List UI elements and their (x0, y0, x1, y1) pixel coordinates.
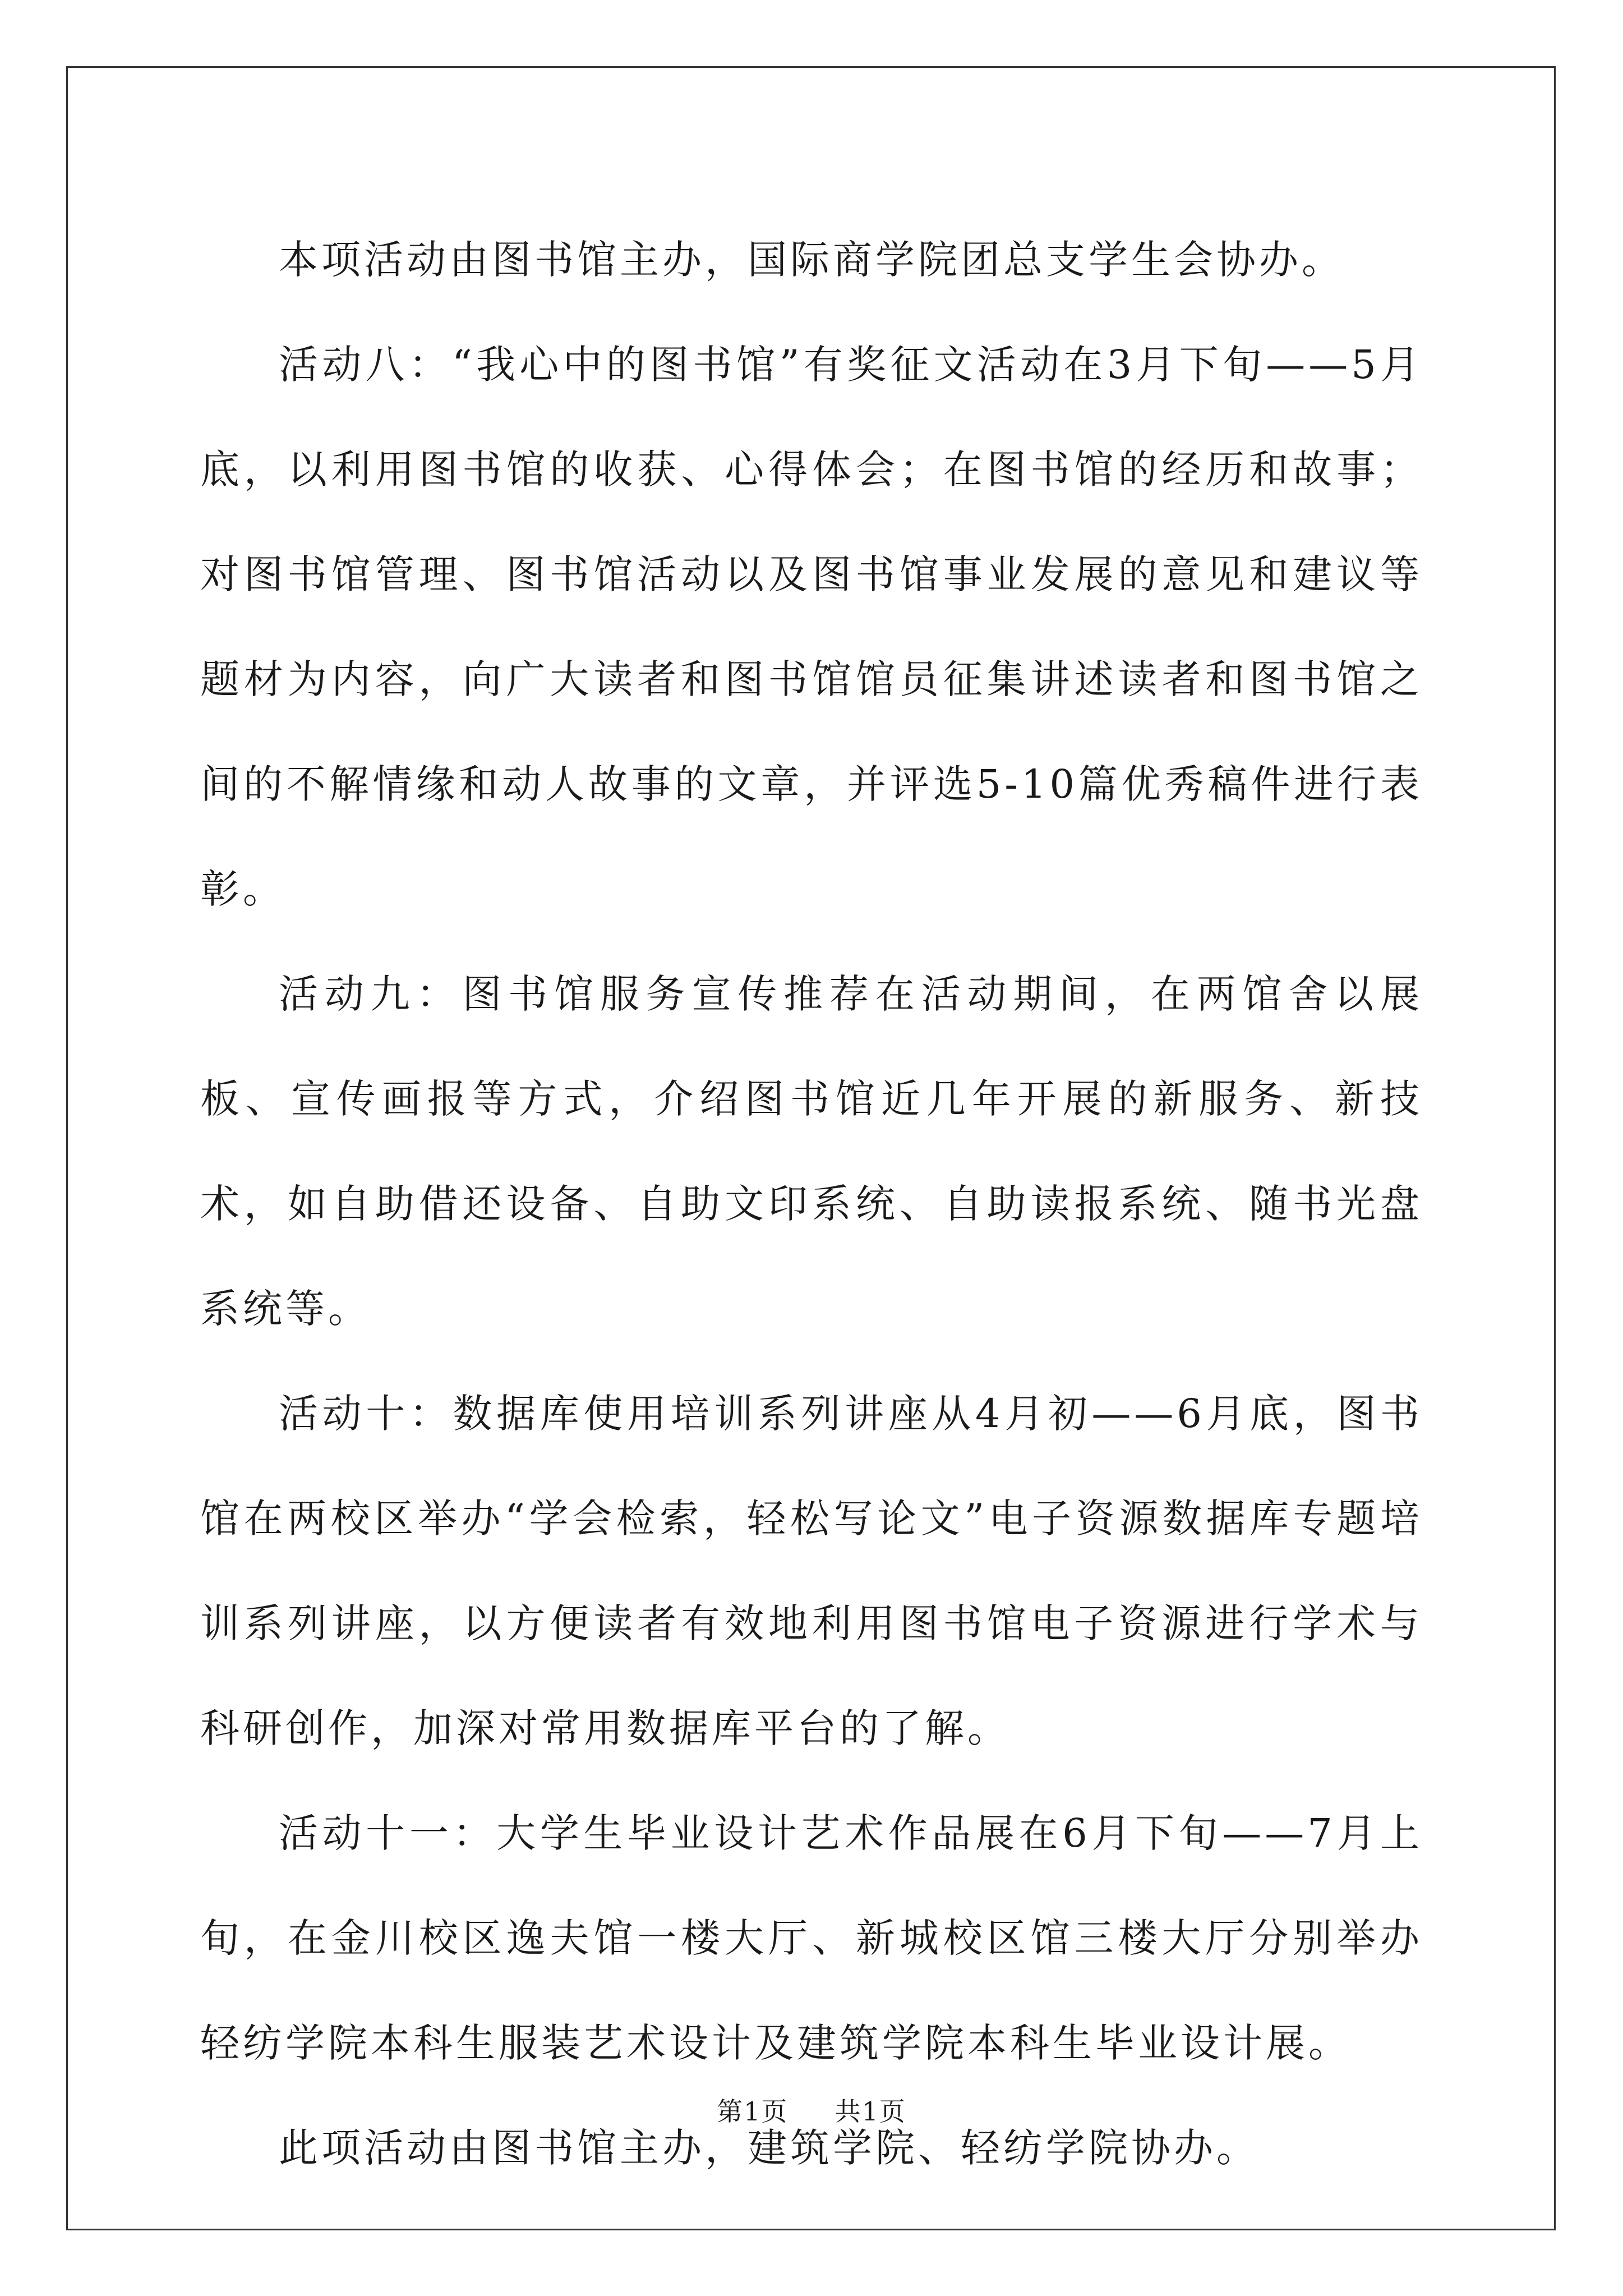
paragraph: 此项活动由图书馆主办，建筑学院、轻纺学院协办。 (279, 2125, 1259, 2171)
page-footer (0, 2091, 1623, 2128)
paragraph: 活动十一：大学生毕业设计艺术作品展在6月下旬——7月上旬，在金川校区逸夫馆一楼大厅、新城校区馆三楼大厅分别举办轻纺学院本科生服装艺术设计及建筑学院本科生毕业设计展。 (200, 1810, 1423, 2066)
page-number-total: 共1页 (834, 2096, 906, 2127)
paragraph: 活动八：“我心中的图书馆”有奖征文活动在3月下旬——5月底，以利用图书馆的收获、心得体会；在图书馆的经历和故事；对图书馆管理、图书馆活动以及图书馆事业发展的意见和建议等题材为内容，向广大读者和图书馆馆员征集讲述读者和图书馆之间的不解情缘和动人故事的文章，并评选5-10篇优秀稿件进行表彰。 (200, 342, 1423, 912)
paragraph: 本项活动由图书馆主办，国际商学院团总支学生会协办。 (279, 237, 1344, 283)
page-number-current: 第1页 (717, 2096, 789, 2127)
document-body (200, 208, 1423, 2201)
paragraph: 活动九：图书馆服务宣传推荐在活动期间，在两馆舍以展板、宣传画报等方式，介绍图书馆近几年开展的新服务、新技术，如自助借还设备、自助文印系统、自助读报系统、随书光盘系统等。 (200, 971, 1423, 1332)
paragraph: 活动十：数据库使用培训系列讲座从4月初——6月底，图书馆在两校区举办“学会检索，轻松写论文”电子资源数据库专题培训系列讲座，以方便读者有效地利用图书馆电子资源进行学术与科研创作，加深对常用数据库平台的了解。 (200, 1391, 1423, 1751)
